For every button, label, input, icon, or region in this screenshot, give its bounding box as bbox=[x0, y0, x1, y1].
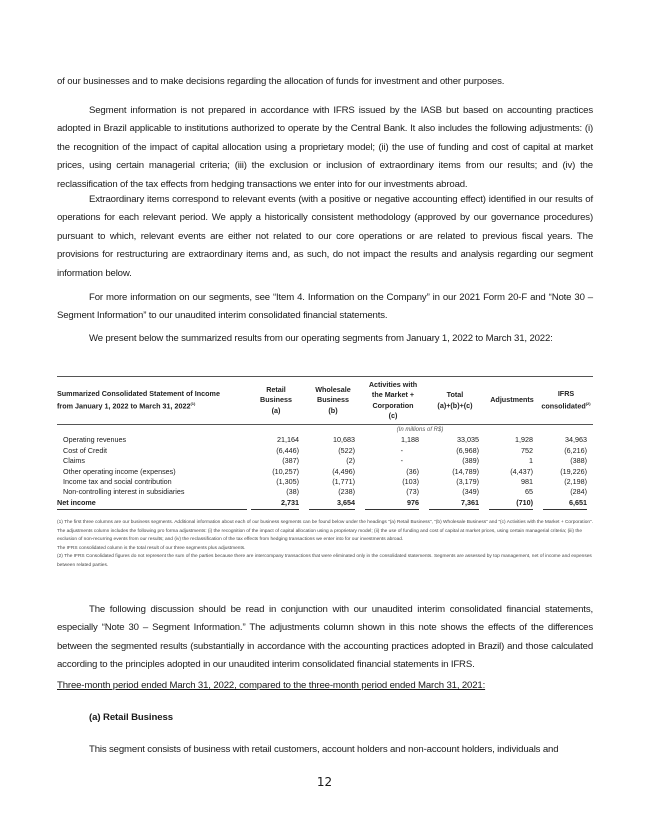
table-title bbox=[57, 376, 247, 425]
footnote-ifrs: The IFRS consolidated column is the total result of our three segments plus adjustments. bbox=[57, 545, 246, 551]
table-row bbox=[57, 487, 593, 497]
row-label: Cost of Credit bbox=[63, 445, 107, 455]
cell: (10,257) bbox=[272, 466, 299, 476]
paragraph-extraordinary-items: Extraordinary items correspond to relevant events (with a positive or negative accounting effect) identified in our results of operations for each relevant period. We apply a historically consistent methodology (approved by our governance procedures) pursuant to which, relevant events are either not related to our core operations or are related to previous fiscal years. The provisions for restructuring are extraordinary items and, as such, do not impact the results and analysis regarding our segment information below. bbox=[57, 194, 593, 279]
table-title-line1: Summarized Consolidated Statement of Income bbox=[57, 388, 220, 398]
row-label: Operating revenues bbox=[63, 435, 127, 445]
cell: 1 bbox=[529, 456, 533, 466]
table-row bbox=[57, 456, 593, 466]
net-income-row bbox=[57, 498, 593, 510]
row-label: Claims bbox=[63, 456, 85, 466]
cell: (6,968) bbox=[456, 445, 479, 455]
cell: 34,963 bbox=[565, 435, 587, 445]
cell: (36) bbox=[406, 466, 419, 476]
column-header-retail: Retail Business (a) bbox=[260, 384, 292, 415]
cell: (19,226) bbox=[560, 466, 587, 476]
cell: 1,928 bbox=[515, 435, 533, 445]
footnote-2: (2) The IFRS Consolidated figures do not represent the sum of the parties because there are intercompany transactions that were eliminated only in the consolidated statements. Segments are assessed by top management, net of income and expenses between related parties. bbox=[57, 554, 592, 568]
unit-row bbox=[57, 425, 593, 435]
row-label: Other operating income (expenses) bbox=[63, 466, 176, 476]
cell: 3,654 bbox=[305, 498, 361, 510]
cell: (103) bbox=[402, 477, 419, 487]
cell: 10,683 bbox=[333, 435, 355, 445]
cell: (3,179) bbox=[456, 477, 479, 487]
row-label: Non-controlling interest in subsidiaries bbox=[63, 487, 185, 497]
cell: (389) bbox=[462, 456, 479, 466]
cell: 6,651 bbox=[539, 498, 593, 510]
cell: (349) bbox=[462, 487, 479, 497]
cell: (6,446) bbox=[276, 445, 299, 455]
cell: (388) bbox=[570, 456, 587, 466]
table-footnotes bbox=[57, 519, 593, 571]
cell: (4,437) bbox=[510, 466, 533, 476]
row-label: Income tax and social contribution bbox=[63, 477, 172, 487]
unit-label: (In millions of R$) bbox=[396, 427, 444, 433]
cell: 21,164 bbox=[277, 435, 299, 445]
cell: (73) bbox=[406, 487, 419, 497]
cell: (238) bbox=[338, 487, 355, 497]
column-header-market-corporation: Activities with the Market + Corporation (c) bbox=[368, 379, 418, 420]
cell: 33,035 bbox=[457, 435, 479, 445]
paragraph-more-information: For more information on our segments, see “Item 4. Information on the Company” in our 2021 Form 20-F and “Note 30 – Segment Information” to our unaudited interim consolidated financial statements. bbox=[57, 292, 593, 322]
cell: (14,789) bbox=[452, 466, 479, 476]
table-row bbox=[57, 435, 593, 445]
footnote-1: (1) The first three columns are our business segments. Additional information about each of our business segments can be found below under the headings “(a) Retail Business”, “(b) Wholesale Business” and “(c) Activities with the Market + Corporation”. bbox=[57, 520, 593, 525]
paragraph-summary-intro: We present below the summarized results from our operating segments from January 1, 2022 to March 31, 2022: bbox=[89, 333, 553, 344]
cell: (2) bbox=[346, 456, 355, 466]
paragraph-discussion: The following discussion should be read in conjunction with our unaudited interim consolidated financial statements, especially “Note 30 – Segment Information.” The adjustments column shown in this note shows the effects of the differences between the segmented results (substantially in accordance with the accounting practices adopted in Brazil) and those calculated according to the principles adopted in our unaudited interim consolidated financial statements in IFRS. bbox=[57, 604, 593, 671]
cell: (284) bbox=[570, 487, 587, 497]
cell: 2,731 bbox=[247, 498, 305, 510]
column-header-wholesale: Wholesale Business (b) bbox=[315, 384, 351, 415]
cell: 7,361 bbox=[425, 498, 485, 510]
table-row bbox=[57, 467, 593, 477]
footnote-adjustments: The adjustments column includes the following pro forma adjustments: (i) the recognition of the impact of capital allocation using a proprietary model; (ii) the use of funding and cost of capital at market prices, using certain managerial criteria; (iii) the exclusion of non-recurring events from our results; and (iv) the reclassification of the tax effects from hedging transactions we enter into for our investments abroad. bbox=[57, 528, 582, 543]
cell: (1,771) bbox=[332, 477, 355, 487]
table-row bbox=[57, 446, 593, 456]
section-heading: Three-month period ended March 31, 2022, compared to the three-month period ended March 31, 2021: bbox=[57, 680, 486, 691]
paragraph-retail-description: This segment consists of business with retail customers, account holders and non-account holders, individuals and bbox=[89, 744, 559, 755]
subsection-heading-retail: (a) Retail Business bbox=[89, 712, 173, 723]
column-header-total: Total (a)+(b)+(c) bbox=[437, 390, 473, 410]
cell: 1,188 bbox=[401, 435, 419, 445]
paragraph-continuation: of our businesses and to make decisions regarding the allocation of funds for investment and other purposes. bbox=[57, 76, 505, 87]
cell: (4,496) bbox=[332, 466, 355, 476]
cell: (2,198) bbox=[564, 477, 587, 487]
column-header-adjustments: Adjustments bbox=[490, 395, 534, 405]
cell: (387) bbox=[282, 456, 299, 466]
paragraph-segment-information: Segment information is not prepared in accordance with IFRS issued by the IASB but based on accounting practices adopted in Brazil applicable to institutions authorized to operate by the Central Bank. It also includes the following adjustments: (i) the recognition of the impact of capital allocation using a proprietary model; (ii) the use of funding and cost of capital at market prices, using certain managerial criteria; (iii) the exclusion or inclusion of extraordinary items from our results; and (iv) the reclassification of the tax effects from hedging transactions we enter into for our investments abroad. bbox=[57, 105, 593, 190]
cell: 976 bbox=[361, 498, 425, 510]
cell: (38) bbox=[286, 487, 299, 497]
cell: - bbox=[400, 456, 403, 466]
table-header-row bbox=[57, 376, 593, 425]
table-row bbox=[57, 477, 593, 487]
cell: (710) bbox=[485, 498, 539, 510]
cell: - bbox=[400, 445, 403, 455]
table-title-line2: from January 1, 2022 to March 31, 2022 bbox=[57, 401, 191, 411]
cell: 752 bbox=[521, 445, 533, 455]
cell: (522) bbox=[338, 445, 355, 455]
cell: 981 bbox=[521, 477, 533, 487]
cell: 65 bbox=[525, 487, 533, 497]
cell: (1,305) bbox=[276, 477, 299, 487]
row-label: Net income bbox=[57, 498, 247, 510]
cell: (6,216) bbox=[564, 445, 587, 455]
page-number: 12 bbox=[316, 775, 333, 789]
footnote-ref: (1) bbox=[190, 401, 196, 407]
column-header-ifrs-consolidated: IFRS consolidated$^{(2)}$ bbox=[541, 388, 591, 411]
